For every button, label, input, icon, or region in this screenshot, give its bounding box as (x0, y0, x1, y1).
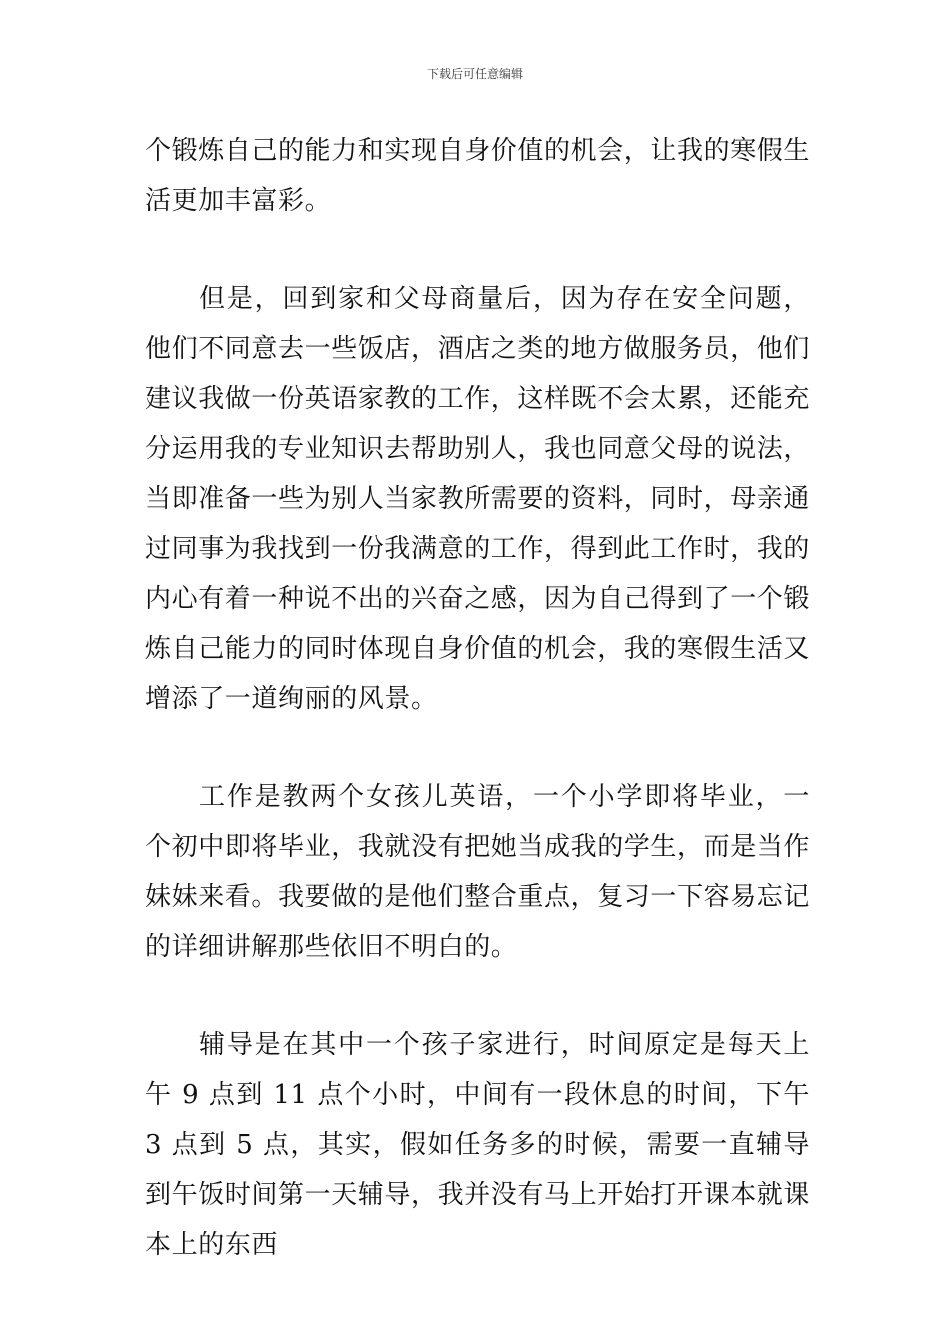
paragraph: 辅导是在其中一个孩子家进行，时间原定是每天上午 9 点到 11 点个小时，中间有一段休息的时间，下午 3 点到 5 点，其实，假如任务多的时候，需要一直辅导到午饭时间第一天辅导，我并没有马上开始打开课本就课本上的东西 (145, 1030, 811, 1260)
paragraph: 个锻炼自己的能力和实现自身价值的机会，让我的寒假生活更加丰富彩。 (145, 136, 811, 216)
document-body (145, 126, 810, 1270)
page-header: 下载后可任意编辑 (426, 67, 523, 81)
paragraph: 但是，回到家和父母商量后，因为存在安全问题，他们不同意去一些饭店，酒店之类的地方做服务员，他们建议我做一份英语家教的工作，这样既不会太累，还能充分运用我的专业知识去帮助别人，我也同意父母的说法，当即准备一些为别人当家教所需要的资料，同时，母亲通过同事为我找到一份我满意的工作，得到此工作时，我的内心有着一种说不出的兴奋之感，因为自己得到了一个锻炼自己能力的同时体现自身价值的机会，我的寒假生活又增添了一道绚丽的风景。 (145, 284, 811, 714)
paragraph: 工作是教两个女孩儿英语，一个小学即将毕业，一个初中即将毕业，我就没有把她当成我的学生，而是当作妹妹来看。我要做的是他们整合重点，复习一下容易忘记的详细讲解那些依旧不明白的。 (145, 782, 811, 962)
